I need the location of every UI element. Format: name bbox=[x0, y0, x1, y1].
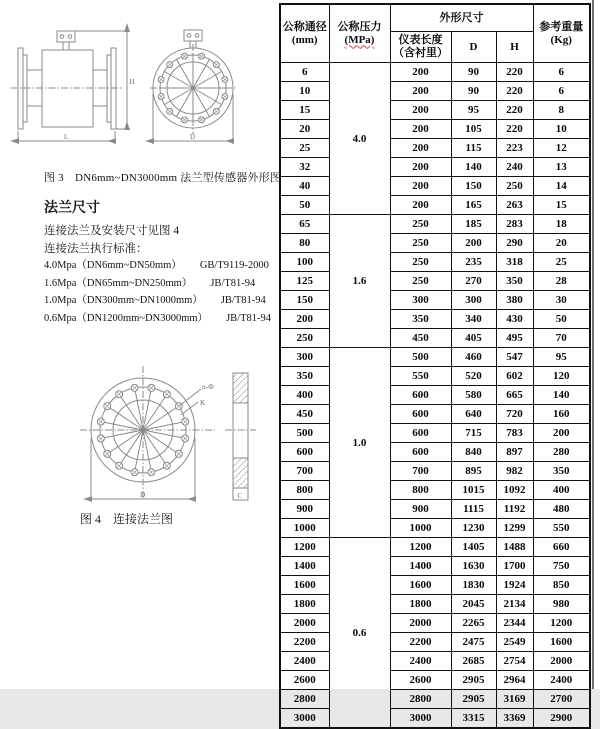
cell-h: 1299 bbox=[496, 519, 533, 538]
cell-h: 495 bbox=[496, 329, 533, 348]
cell-h: 430 bbox=[496, 310, 533, 329]
table-row bbox=[280, 120, 590, 139]
cell-dn: 6 bbox=[280, 63, 329, 82]
table-row bbox=[280, 291, 590, 310]
cell-d: 895 bbox=[451, 462, 496, 481]
cell-d: 300 bbox=[451, 291, 496, 310]
cell-weight: 2700 bbox=[533, 690, 590, 709]
table-row bbox=[280, 272, 590, 291]
cell-length: 550 bbox=[390, 367, 451, 386]
standard-row bbox=[44, 292, 271, 310]
cell-h: 1192 bbox=[496, 500, 533, 519]
cell-d: 90 bbox=[451, 82, 496, 101]
cell-d: 2685 bbox=[451, 652, 496, 671]
cell-length: 800 bbox=[390, 481, 451, 500]
cell-length: 2600 bbox=[390, 671, 451, 690]
cell-h: 2754 bbox=[496, 652, 533, 671]
table-row bbox=[280, 633, 590, 652]
standard-range: 1.0Mpa（DN300mm~DN1000mm） bbox=[44, 295, 203, 306]
cell-dn: 3000 bbox=[280, 709, 329, 729]
cell-dn: 450 bbox=[280, 405, 329, 424]
standard-code: JB/T81-94 bbox=[226, 312, 271, 324]
cell-d: 90 bbox=[451, 63, 496, 82]
cell-weight: 350 bbox=[533, 462, 590, 481]
cell-length: 900 bbox=[390, 500, 451, 519]
cell-d: 1015 bbox=[451, 481, 496, 500]
cell-weight: 6 bbox=[533, 63, 590, 82]
cell-length: 200 bbox=[390, 82, 451, 101]
cell-h: 3169 bbox=[496, 690, 533, 709]
cell-d: 95 bbox=[451, 101, 496, 120]
cell-dn: 65 bbox=[280, 215, 329, 234]
cell-weight: 12 bbox=[533, 139, 590, 158]
cell-h: 2344 bbox=[496, 614, 533, 633]
cell-h: 220 bbox=[496, 101, 533, 120]
table-row bbox=[280, 690, 590, 709]
dimension-table bbox=[279, 3, 591, 729]
cell-length: 1800 bbox=[390, 595, 451, 614]
dim-label-d: D bbox=[190, 133, 196, 141]
cell-dn: 125 bbox=[280, 272, 329, 291]
header-weight: 参考重量 (Kg) bbox=[533, 4, 590, 63]
cell-weight: 660 bbox=[533, 538, 590, 557]
cell-dn: 500 bbox=[280, 424, 329, 443]
cell-d: 1230 bbox=[451, 519, 496, 538]
cell-dn: 250 bbox=[280, 329, 329, 348]
table-row bbox=[280, 519, 590, 538]
cell-weight: 1600 bbox=[533, 633, 590, 652]
dimension-table-wrap bbox=[279, 3, 591, 729]
cell-h: 783 bbox=[496, 424, 533, 443]
cell-weight: 2900 bbox=[533, 709, 590, 729]
cell-h: 318 bbox=[496, 253, 533, 272]
cell-d: 3315 bbox=[451, 709, 496, 729]
cell-length: 200 bbox=[390, 120, 451, 139]
cell-weight: 10 bbox=[533, 120, 590, 139]
table-row bbox=[280, 405, 590, 424]
cell-h: 602 bbox=[496, 367, 533, 386]
label-n-phi: n-Φ bbox=[202, 382, 214, 391]
table-row bbox=[280, 196, 590, 215]
cell-weight: 400 bbox=[533, 481, 590, 500]
cell-h: 2134 bbox=[496, 595, 533, 614]
flange-note-2: 连接法兰执行标准： bbox=[44, 243, 148, 255]
cell-d: 140 bbox=[451, 158, 496, 177]
cell-dn: 32 bbox=[280, 158, 329, 177]
flange-size-heading: 法兰尺寸 bbox=[44, 201, 100, 216]
table-row bbox=[280, 234, 590, 253]
cell-d: 460 bbox=[451, 348, 496, 367]
standard-range: 4.0Mpa（DN6mm~DN50mm） bbox=[44, 260, 182, 271]
cell-d: 840 bbox=[451, 443, 496, 462]
cell-h: 1092 bbox=[496, 481, 533, 500]
cell-dn: 350 bbox=[280, 367, 329, 386]
cell-h: 240 bbox=[496, 158, 533, 177]
cell-weight: 280 bbox=[533, 443, 590, 462]
cell-length: 2400 bbox=[390, 652, 451, 671]
table-row bbox=[280, 652, 590, 671]
cell-d: 200 bbox=[451, 234, 496, 253]
dim-label-l: L bbox=[64, 133, 69, 141]
cell-length: 200 bbox=[390, 196, 451, 215]
cell-d: 1405 bbox=[451, 538, 496, 557]
cell-length: 250 bbox=[390, 253, 451, 272]
cell-weight: 30 bbox=[533, 291, 590, 310]
cell-dn: 20 bbox=[280, 120, 329, 139]
cell-dn: 1600 bbox=[280, 576, 329, 595]
cell-d: 1830 bbox=[451, 576, 496, 595]
cell-dn: 800 bbox=[280, 481, 329, 500]
cell-d: 580 bbox=[451, 386, 496, 405]
table-body bbox=[280, 63, 590, 729]
table-row bbox=[280, 158, 590, 177]
cell-d: 2045 bbox=[451, 595, 496, 614]
cell-dn: 200 bbox=[280, 310, 329, 329]
cell-weight: 20 bbox=[533, 234, 590, 253]
cell-dn: 2200 bbox=[280, 633, 329, 652]
cell-d: 340 bbox=[451, 310, 496, 329]
cell-length: 300 bbox=[390, 291, 451, 310]
cell-d: 235 bbox=[451, 253, 496, 272]
cell-length: 1200 bbox=[390, 538, 451, 557]
table-row bbox=[280, 215, 590, 234]
standard-range: 1.6Mpa（DN65mm~DN250mm） bbox=[44, 277, 193, 289]
table-row bbox=[280, 709, 590, 729]
cell-length: 600 bbox=[390, 405, 451, 424]
cell-dn: 1200 bbox=[280, 538, 329, 557]
cell-length: 1400 bbox=[390, 557, 451, 576]
cell-length: 200 bbox=[390, 101, 451, 120]
cell-d: 2475 bbox=[451, 633, 496, 652]
cell-weight: 160 bbox=[533, 405, 590, 424]
cell-length: 250 bbox=[390, 272, 451, 291]
cell-dn: 10 bbox=[280, 82, 329, 101]
cell-h: 283 bbox=[496, 215, 533, 234]
cell-pressure: 1.6 bbox=[329, 215, 390, 348]
table-row bbox=[280, 177, 590, 196]
cell-weight: 70 bbox=[533, 329, 590, 348]
cell-dn: 600 bbox=[280, 443, 329, 462]
cell-h: 250 bbox=[496, 177, 533, 196]
header-dn: 公称通径 (mm) bbox=[280, 4, 329, 63]
cell-weight: 140 bbox=[533, 386, 590, 405]
cell-length: 600 bbox=[390, 443, 451, 462]
cell-h: 220 bbox=[496, 63, 533, 82]
cell-h: 665 bbox=[496, 386, 533, 405]
table-row bbox=[280, 576, 590, 595]
cell-weight: 18 bbox=[533, 215, 590, 234]
cell-pressure: 1.0 bbox=[329, 348, 390, 538]
cell-h: 380 bbox=[496, 291, 533, 310]
cell-dn: 2800 bbox=[280, 690, 329, 709]
standard-code: GB/T9119-2000 bbox=[199, 260, 269, 271]
cell-h: 547 bbox=[496, 348, 533, 367]
cell-d: 2905 bbox=[451, 671, 496, 690]
standard-range: 0.6Mpa（DN1200mm~DN3000mm） bbox=[44, 312, 209, 324]
cell-h: 220 bbox=[496, 82, 533, 101]
cell-length: 250 bbox=[390, 215, 451, 234]
cell-length: 1000 bbox=[390, 519, 451, 538]
standard-code: JB/T81-94 bbox=[220, 295, 266, 306]
cell-weight: 2400 bbox=[533, 671, 590, 690]
cell-d: 715 bbox=[451, 424, 496, 443]
cell-h: 2549 bbox=[496, 633, 533, 652]
cell-length: 350 bbox=[390, 310, 451, 329]
cell-weight: 13 bbox=[533, 158, 590, 177]
cell-weight: 980 bbox=[533, 595, 590, 614]
figure4-flange-drawing bbox=[55, 358, 267, 510]
table-row bbox=[280, 500, 590, 519]
table-row bbox=[280, 595, 590, 614]
cell-h: 263 bbox=[496, 196, 533, 215]
cell-weight: 550 bbox=[533, 519, 590, 538]
cell-pressure: 4.0 bbox=[329, 63, 390, 215]
cell-h: 223 bbox=[496, 139, 533, 158]
header-h: H bbox=[496, 32, 533, 63]
cell-length: 2200 bbox=[390, 633, 451, 652]
cell-dn: 300 bbox=[280, 348, 329, 367]
cell-weight: 2000 bbox=[533, 652, 590, 671]
cell-h: 350 bbox=[496, 272, 533, 291]
cell-h: 3369 bbox=[496, 709, 533, 729]
table-row bbox=[280, 310, 590, 329]
cell-weight: 850 bbox=[533, 576, 590, 595]
dim-label-d2: D bbox=[140, 490, 146, 499]
table-row bbox=[280, 253, 590, 272]
cell-h: 1700 bbox=[496, 557, 533, 576]
cell-dn: 2600 bbox=[280, 671, 329, 690]
cell-dn: 1000 bbox=[280, 519, 329, 538]
table-row bbox=[280, 443, 590, 462]
figure3-caption: 图 3 DN6mm~DN3000mm 法兰型传感器外形图 bbox=[44, 172, 282, 184]
cell-weight: 6 bbox=[533, 82, 590, 101]
cell-dn: 2400 bbox=[280, 652, 329, 671]
table-row bbox=[280, 139, 590, 158]
header-d: D bbox=[451, 32, 496, 63]
cell-dn: 15 bbox=[280, 101, 329, 120]
table-row bbox=[280, 63, 590, 82]
cell-d: 1115 bbox=[451, 500, 496, 519]
table-row bbox=[280, 614, 590, 633]
table-row bbox=[280, 424, 590, 443]
cell-d: 1630 bbox=[451, 557, 496, 576]
cell-dn: 1800 bbox=[280, 595, 329, 614]
table-row bbox=[280, 671, 590, 690]
cell-weight: 28 bbox=[533, 272, 590, 291]
cell-h: 897 bbox=[496, 443, 533, 462]
table-row bbox=[280, 557, 590, 576]
pressure-unit: (MPa) bbox=[344, 33, 375, 46]
cell-weight: 120 bbox=[533, 367, 590, 386]
cell-length: 2800 bbox=[390, 690, 451, 709]
dim-label-h: H bbox=[129, 78, 135, 86]
cell-d: 165 bbox=[451, 196, 496, 215]
cell-h: 720 bbox=[496, 405, 533, 424]
cell-d: 520 bbox=[451, 367, 496, 386]
cell-length: 600 bbox=[390, 424, 451, 443]
table-row bbox=[280, 348, 590, 367]
cell-dn: 700 bbox=[280, 462, 329, 481]
cell-weight: 480 bbox=[533, 500, 590, 519]
cell-length: 600 bbox=[390, 386, 451, 405]
cell-length: 1600 bbox=[390, 576, 451, 595]
cell-weight: 1200 bbox=[533, 614, 590, 633]
left-pane bbox=[0, 0, 282, 689]
cell-length: 450 bbox=[390, 329, 451, 348]
cell-d: 105 bbox=[451, 120, 496, 139]
cell-d: 270 bbox=[451, 272, 496, 291]
table-row bbox=[280, 101, 590, 120]
cell-h: 1488 bbox=[496, 538, 533, 557]
cell-dn: 400 bbox=[280, 386, 329, 405]
cell-dn: 2000 bbox=[280, 614, 329, 633]
cell-dn: 40 bbox=[280, 177, 329, 196]
cell-weight: 14 bbox=[533, 177, 590, 196]
cell-length: 200 bbox=[390, 158, 451, 177]
page-edge-line bbox=[592, 0, 594, 689]
cell-weight: 8 bbox=[533, 101, 590, 120]
flange-note-1: 连接法兰及安装尺寸见图 4 bbox=[44, 225, 180, 237]
label-k: K bbox=[200, 398, 206, 407]
table-row bbox=[280, 538, 590, 557]
cell-length: 3000 bbox=[390, 709, 451, 729]
cell-pressure: 0.6 bbox=[329, 538, 390, 729]
cell-h: 982 bbox=[496, 462, 533, 481]
figure4-caption: 图 4 连接法兰图 bbox=[80, 512, 174, 526]
standard-row bbox=[44, 310, 271, 328]
table-row bbox=[280, 367, 590, 386]
table-row bbox=[280, 329, 590, 348]
cell-d: 115 bbox=[451, 139, 496, 158]
cell-d: 405 bbox=[451, 329, 496, 348]
header-pressure: 公称压力 (MPa) bbox=[329, 4, 390, 63]
cell-length: 200 bbox=[390, 177, 451, 196]
cell-d: 185 bbox=[451, 215, 496, 234]
standard-code: JB/T81-94 bbox=[210, 277, 256, 289]
cell-dn: 1400 bbox=[280, 557, 329, 576]
cell-length: 2000 bbox=[390, 614, 451, 633]
cell-dn: 900 bbox=[280, 500, 329, 519]
header-dims: 外形尺寸 bbox=[390, 4, 533, 32]
standard-row bbox=[44, 275, 271, 293]
standard-row bbox=[44, 257, 271, 275]
cell-dn: 150 bbox=[280, 291, 329, 310]
cell-dn: 100 bbox=[280, 253, 329, 272]
figure3-sensor-drawing bbox=[8, 14, 273, 156]
cell-length: 500 bbox=[390, 348, 451, 367]
cell-length: 700 bbox=[390, 462, 451, 481]
cell-dn: 25 bbox=[280, 139, 329, 158]
cell-weight: 50 bbox=[533, 310, 590, 329]
cell-d: 640 bbox=[451, 405, 496, 424]
cell-weight: 25 bbox=[533, 253, 590, 272]
cell-dn: 80 bbox=[280, 234, 329, 253]
cell-h: 1924 bbox=[496, 576, 533, 595]
cell-weight: 750 bbox=[533, 557, 590, 576]
cell-length: 250 bbox=[390, 234, 451, 253]
cell-h: 290 bbox=[496, 234, 533, 253]
cell-length: 200 bbox=[390, 63, 451, 82]
header-length: 仪表长度 （含衬里） bbox=[390, 32, 451, 63]
cell-d: 2265 bbox=[451, 614, 496, 633]
cell-d: 150 bbox=[451, 177, 496, 196]
cell-d: 2905 bbox=[451, 690, 496, 709]
cell-dn: 50 bbox=[280, 196, 329, 215]
cell-h: 220 bbox=[496, 120, 533, 139]
table-row bbox=[280, 386, 590, 405]
label-c: C bbox=[237, 492, 243, 500]
cell-weight: 200 bbox=[533, 424, 590, 443]
cell-h: 2964 bbox=[496, 671, 533, 690]
table-row bbox=[280, 82, 590, 101]
cell-length: 200 bbox=[390, 139, 451, 158]
cell-weight: 95 bbox=[533, 348, 590, 367]
table-row bbox=[280, 481, 590, 500]
standards-list bbox=[44, 257, 271, 327]
table-row bbox=[280, 462, 590, 481]
cell-weight: 15 bbox=[533, 196, 590, 215]
